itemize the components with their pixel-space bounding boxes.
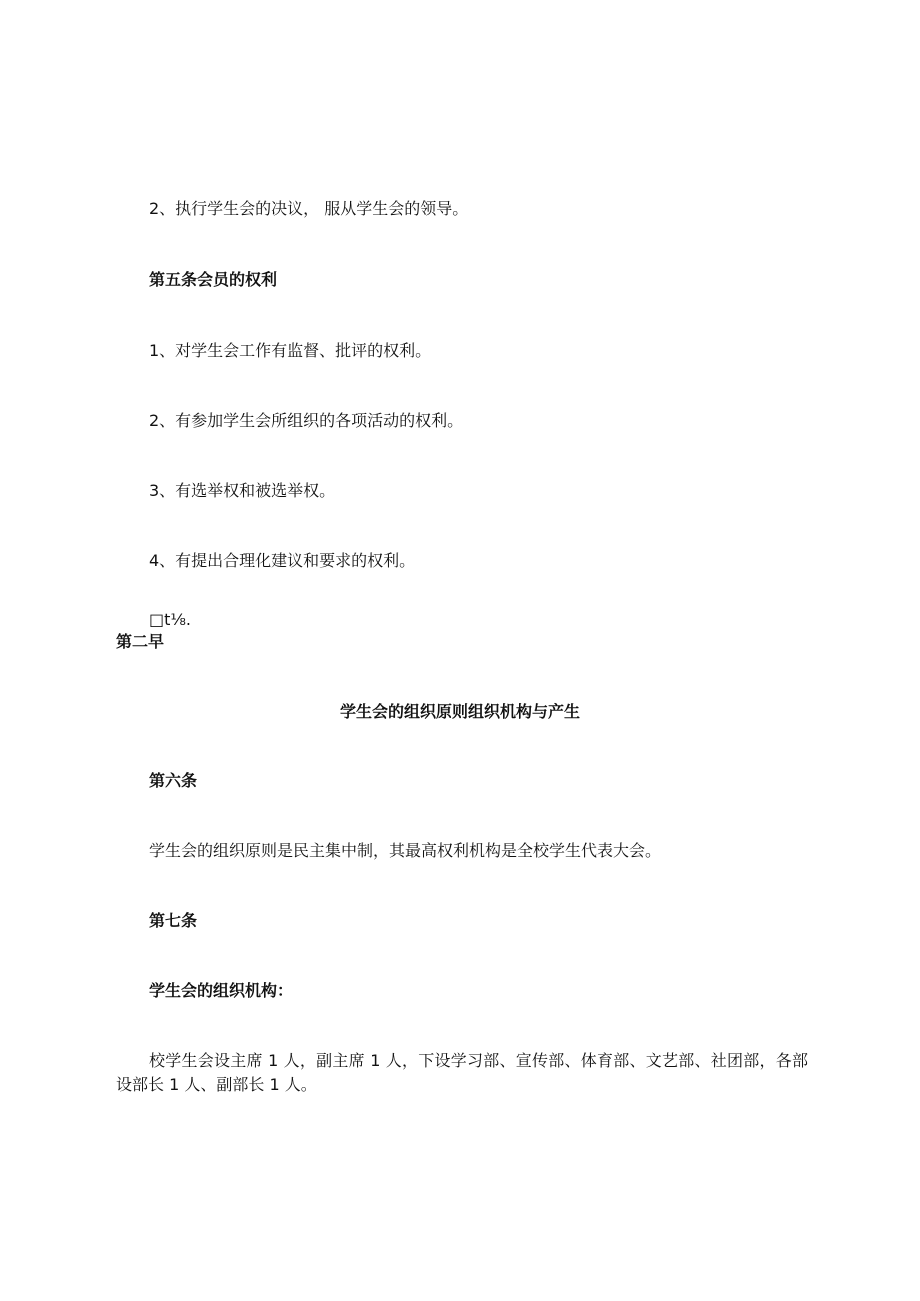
ocr-artifact-text: □t⅛. <box>149 610 191 629</box>
right-item-2: 2、有参加学生会所组织的各项活动的权利。 <box>149 411 464 430</box>
right-item-4: 4、有提出合理化建议和要求的权利。 <box>149 551 416 570</box>
article-6-heading: 第六条 <box>149 771 198 790</box>
article-6-text: 学生会的组织原则是民主集中制，其最高权利机构是全校学生代表大会。 <box>149 841 662 860</box>
org-structure-paragraph: 校学生会设主席 1 人，副主席 1 人，下设学习部、宣传部、体育部、文艺部、社团部，各部设部长 1 人、副部长 1 人。 <box>116 1051 808 1094</box>
right-item-1: 1、对学生会工作有监督、批评的权利。 <box>149 341 432 360</box>
org-structure-heading: 学生会的组织机构： <box>149 981 294 1000</box>
chapter-label: 第二早 <box>116 632 165 651</box>
article-7-heading: 第七条 <box>149 911 198 930</box>
chapter-title: 学生会的组织原则组织机构与产生 <box>339 702 580 721</box>
duty-item-2: 2、执行学生会的决议， 服从学生会的领导。 <box>149 199 469 218</box>
article-5-heading: 第五条会员的权利 <box>149 270 278 289</box>
right-item-3: 3、有选举权和被选举权。 <box>149 481 336 500</box>
